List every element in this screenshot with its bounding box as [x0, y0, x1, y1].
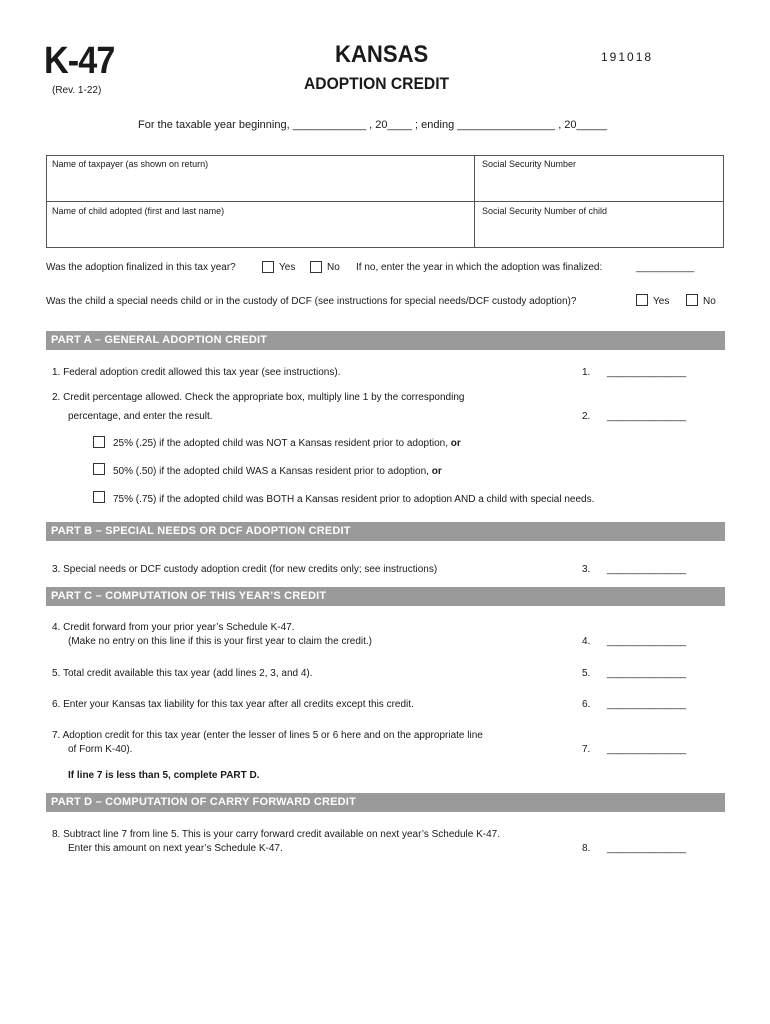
revision-date: (Rev. 1-22): [52, 85, 102, 96]
finalized-year-field[interactable]: ___________: [636, 262, 694, 273]
option-50-checkbox[interactable]: [93, 463, 105, 475]
line-6-number: 6.: [582, 699, 591, 710]
special-needs-yes-checkbox[interactable]: [636, 294, 648, 306]
option-50-label: 50% (.50) if the adopted child WAS a Kansas resident prior to adoption, or: [113, 466, 442, 477]
line-1-number: 1.: [582, 367, 591, 378]
line-4-number: 4.: [582, 636, 591, 647]
finalized-yes-label: Yes: [279, 262, 296, 273]
line-2-label: 2. Credit percentage allowed. Check the appropriate box, multiply line 1 by the corresponding: [52, 392, 465, 403]
line-5-field[interactable]: _______________: [607, 668, 686, 679]
line-7-number: 7.: [582, 744, 591, 755]
divider: [47, 201, 723, 202]
taxpayer-ssn-field[interactable]: Social Security Number: [482, 159, 577, 169]
finalized-question: Was the adoption finalized in this tax year?: [46, 262, 236, 273]
line-2-number: 2.: [582, 411, 591, 422]
finalized-no-checkbox[interactable]: [310, 261, 322, 273]
option-25-label: 25% (.25) if the adopted child was NOT a Kansas resident prior to adoption, or: [113, 438, 461, 449]
finalized-yes-checkbox[interactable]: [262, 261, 274, 273]
tax-year-line[interactable]: For the taxable year beginning, ____________ , 20____ ; ending ________________ , 20_____: [138, 119, 608, 131]
line-3-field[interactable]: _______________: [607, 564, 686, 575]
finalized-followup: If no, enter the year in which the adoption was finalized:: [356, 262, 603, 273]
line-5-label: 5. Total credit available this tax year (add lines 2, 3, and 4).: [52, 668, 313, 679]
line-3-number: 3.: [582, 564, 591, 575]
line-2-field[interactable]: _______________: [607, 411, 686, 422]
line-4-label: 4. Credit forward from your prior year’s Schedule K-47.: [52, 622, 295, 633]
line-5-number: 5.: [582, 668, 591, 679]
line-1-label: 1. Federal adoption credit allowed this tax year (see instructions).: [52, 367, 341, 378]
line-7-label: 7. Adoption credit for this tax year (enter the lesser of lines 5 or 6 here and on the appropriate line: [52, 730, 483, 741]
option-75-label: 75% (.75) if the adopted child was BOTH a Kansas resident prior to adoption AND a child with special needs.: [113, 494, 595, 505]
part-b-header: PART B – SPECIAL NEEDS OR DCF ADOPTION CREDIT: [46, 522, 725, 541]
special-needs-question: Was the child a special needs child or in the custody of DCF (see instructions for special needs/DCF custody adoption)?: [46, 296, 577, 307]
taxpayer-name-field[interactable]: Name of taxpayer (as shown on return): [52, 159, 209, 169]
line-1-field[interactable]: _______________: [607, 367, 686, 378]
part-d-instruction: If line 7 is less than 5, complete PART D.: [68, 770, 260, 781]
line-7-label-cont: of Form K-40).: [68, 744, 133, 755]
child-name-field[interactable]: Name of child adopted (first and last name): [52, 206, 225, 216]
child-ssn-field[interactable]: Social Security Number of child: [482, 206, 608, 216]
option-25-checkbox[interactable]: [93, 436, 105, 448]
line-7-field[interactable]: _______________: [607, 744, 686, 755]
line-6-field[interactable]: _______________: [607, 699, 686, 710]
part-c-header: PART C – COMPUTATION OF THIS YEAR’S CREDIT: [46, 587, 725, 606]
finalized-no-label: No: [327, 262, 340, 273]
line-8-label: 8. Subtract line 7 from line 5. This is your carry forward credit available on next year’s Schedule K-47.: [52, 829, 500, 840]
line-2-label-cont: percentage, and enter the result.: [68, 411, 213, 422]
special-needs-no-label: No: [703, 296, 716, 307]
divider: [474, 156, 475, 247]
state-name: KANSAS: [335, 41, 429, 68]
line-8-field[interactable]: _______________: [607, 843, 686, 854]
special-needs-no-checkbox[interactable]: [686, 294, 698, 306]
option-75-checkbox[interactable]: [93, 491, 105, 503]
line-8-label-cont: Enter this amount on next year’s Schedule K-47.: [68, 843, 283, 854]
form-title: ADOPTION CREDIT: [304, 74, 450, 93]
special-needs-yes-label: Yes: [653, 296, 670, 307]
line-3-label: 3. Special needs or DCF custody adoption credit (for new credits only; see instructions): [52, 564, 438, 575]
line-8-number: 8.: [582, 843, 591, 854]
part-a-header: PART A – GENERAL ADOPTION CREDIT: [46, 331, 725, 350]
line-4-label-cont: (Make no entry on this line if this is your first year to claim the credit.): [68, 636, 372, 647]
part-d-header: PART D – COMPUTATION OF CARRY FORWARD CREDIT: [46, 793, 725, 812]
form-number: K-47: [44, 40, 115, 82]
line-6-label: 6. Enter your Kansas tax liability for this tax year after all credits except this credit.: [52, 699, 414, 710]
line-4-field[interactable]: _______________: [607, 636, 686, 647]
taxpayer-info-box: [46, 155, 724, 248]
form-code: 191018: [601, 50, 654, 64]
